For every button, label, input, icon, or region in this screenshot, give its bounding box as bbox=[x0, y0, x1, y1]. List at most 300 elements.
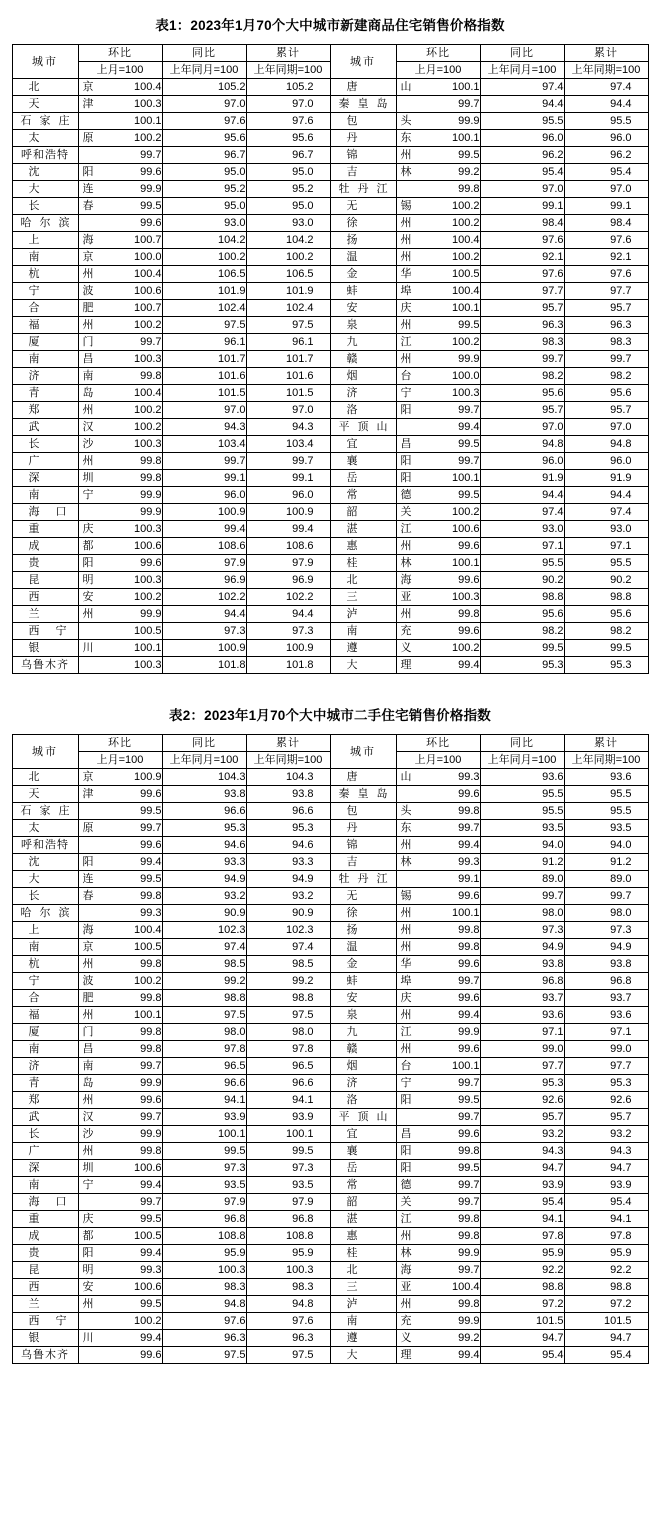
value-cell: 96.1 bbox=[246, 334, 330, 351]
value-cell: 99.9 bbox=[396, 113, 480, 130]
value-cell: 98.8 bbox=[480, 589, 564, 606]
value-cell: 98.0 bbox=[162, 1024, 246, 1041]
table-row bbox=[12, 266, 648, 283]
table-row bbox=[12, 113, 648, 130]
table-spacer bbox=[0, 680, 660, 690]
value-cell: 94.1 bbox=[480, 1211, 564, 1228]
value-cell: 100.2 bbox=[78, 419, 162, 436]
value-cell: 99.5 bbox=[396, 487, 480, 504]
value-cell: 100.4 bbox=[78, 266, 162, 283]
value-cell: 94.7 bbox=[480, 1330, 564, 1347]
value-cell: 96.3 bbox=[480, 317, 564, 334]
value-cell: 95.5 bbox=[564, 803, 648, 820]
city-name: 平顶山 bbox=[330, 419, 396, 436]
value-cell: 96.0 bbox=[564, 453, 648, 470]
city-name: 石家庄 bbox=[12, 803, 78, 820]
value-cell: 95.4 bbox=[564, 1194, 648, 1211]
city-name: 重 庆 bbox=[12, 521, 78, 538]
value-cell: 94.0 bbox=[564, 837, 648, 854]
value-cell: 100.5 bbox=[78, 1228, 162, 1245]
value-cell: 101.8 bbox=[162, 657, 246, 674]
value-cell: 97.4 bbox=[162, 939, 246, 956]
value-cell: 94.6 bbox=[162, 837, 246, 854]
value-cell: 100.2 bbox=[78, 402, 162, 419]
city-name: 秦皇岛 bbox=[330, 786, 396, 803]
value-cell: 100.1 bbox=[78, 113, 162, 130]
header-sub-3: 上年同期=100 bbox=[564, 62, 648, 79]
value-cell: 95.6 bbox=[162, 130, 246, 147]
value-cell: 97.3 bbox=[564, 922, 648, 939]
value-cell: 97.4 bbox=[480, 79, 564, 96]
value-cell: 100.4 bbox=[396, 232, 480, 249]
city-name: 大 连 bbox=[12, 871, 78, 888]
city-name: 长 沙 bbox=[12, 1126, 78, 1143]
value-cell: 96.6 bbox=[162, 803, 246, 820]
value-cell: 92.2 bbox=[480, 1262, 564, 1279]
value-cell: 99.6 bbox=[78, 215, 162, 232]
city-name: 韶 关 bbox=[330, 1194, 396, 1211]
value-cell: 99.5 bbox=[162, 1143, 246, 1160]
value-cell: 95.4 bbox=[480, 1194, 564, 1211]
city-name: 上 海 bbox=[12, 922, 78, 939]
value-cell: 95.7 bbox=[564, 402, 648, 419]
value-cell: 95.9 bbox=[564, 1245, 648, 1262]
city-name: 平顶山 bbox=[330, 1109, 396, 1126]
value-cell: 95.7 bbox=[564, 1109, 648, 1126]
table-row bbox=[12, 215, 648, 232]
value-cell: 100.3 bbox=[78, 96, 162, 113]
value-cell: 99.4 bbox=[396, 1007, 480, 1024]
value-cell: 100.1 bbox=[396, 470, 480, 487]
value-cell: 97.4 bbox=[246, 939, 330, 956]
header-sub-1: 上月=100 bbox=[396, 62, 480, 79]
value-cell: 100.1 bbox=[162, 1126, 246, 1143]
city-name: 沈 阳 bbox=[12, 164, 78, 181]
value-cell: 100.9 bbox=[162, 504, 246, 521]
value-cell: 99.7 bbox=[396, 402, 480, 419]
value-cell: 100.1 bbox=[246, 1126, 330, 1143]
city-name: 贵 阳 bbox=[12, 1245, 78, 1262]
value-cell: 100.2 bbox=[78, 317, 162, 334]
value-cell: 99.1 bbox=[396, 871, 480, 888]
value-cell: 93.3 bbox=[246, 854, 330, 871]
header-sub-2: 上年同月=100 bbox=[480, 752, 564, 769]
value-cell: 93.5 bbox=[480, 820, 564, 837]
value-cell: 99.9 bbox=[78, 504, 162, 521]
value-cell: 100.2 bbox=[396, 198, 480, 215]
city-name: 金 华 bbox=[330, 266, 396, 283]
value-cell: 99.9 bbox=[78, 181, 162, 198]
city-name: 石家庄 bbox=[12, 113, 78, 130]
value-cell: 99.5 bbox=[396, 147, 480, 164]
value-cell: 93.2 bbox=[480, 1126, 564, 1143]
value-cell: 100.3 bbox=[396, 589, 480, 606]
value-cell: 89.0 bbox=[564, 871, 648, 888]
value-cell: 93.9 bbox=[564, 1177, 648, 1194]
city-name: 泉 州 bbox=[330, 317, 396, 334]
table-row bbox=[12, 402, 648, 419]
city-name: 成 都 bbox=[12, 1228, 78, 1245]
value-cell: 95.0 bbox=[246, 164, 330, 181]
table-row bbox=[12, 1075, 648, 1092]
value-cell: 104.2 bbox=[246, 232, 330, 249]
value-cell: 95.4 bbox=[564, 1347, 648, 1364]
table-row bbox=[12, 453, 648, 470]
value-cell: 97.6 bbox=[246, 113, 330, 130]
value-cell: 101.9 bbox=[246, 283, 330, 300]
header-sub-3: 上年同期=100 bbox=[246, 752, 330, 769]
value-cell: 95.6 bbox=[564, 385, 648, 402]
table-row bbox=[12, 1160, 648, 1177]
value-cell: 97.6 bbox=[480, 232, 564, 249]
value-cell: 94.4 bbox=[564, 96, 648, 113]
value-cell: 98.0 bbox=[480, 905, 564, 922]
city-name: 北 海 bbox=[330, 572, 396, 589]
value-cell: 99.6 bbox=[396, 888, 480, 905]
value-cell: 99.9 bbox=[396, 1313, 480, 1330]
city-name: 杭 州 bbox=[12, 956, 78, 973]
value-cell: 96.0 bbox=[246, 487, 330, 504]
city-name: 无 锡 bbox=[330, 198, 396, 215]
value-cell: 95.3 bbox=[246, 820, 330, 837]
value-cell: 97.0 bbox=[246, 96, 330, 113]
value-cell: 99.8 bbox=[396, 1228, 480, 1245]
city-name: 武 汉 bbox=[12, 1109, 78, 1126]
city-name: 长 春 bbox=[12, 198, 78, 215]
value-cell: 99.7 bbox=[396, 1262, 480, 1279]
value-cell: 97.9 bbox=[162, 555, 246, 572]
city-name: 常 德 bbox=[330, 1177, 396, 1194]
value-cell: 99.5 bbox=[396, 1160, 480, 1177]
value-cell: 95.3 bbox=[564, 657, 648, 674]
table-row bbox=[12, 1228, 648, 1245]
value-cell: 95.5 bbox=[564, 786, 648, 803]
value-cell: 99.3 bbox=[78, 905, 162, 922]
table-row bbox=[12, 657, 648, 674]
table-row bbox=[12, 589, 648, 606]
value-cell: 99.5 bbox=[396, 1092, 480, 1109]
header-group-2: 同比 bbox=[162, 735, 246, 752]
value-cell: 93.5 bbox=[564, 820, 648, 837]
header-city: 城市 bbox=[330, 735, 396, 769]
value-cell: 93.8 bbox=[564, 956, 648, 973]
value-cell: 90.9 bbox=[162, 905, 246, 922]
header-city: 城市 bbox=[12, 735, 78, 769]
table-row bbox=[12, 854, 648, 871]
value-cell: 92.1 bbox=[480, 249, 564, 266]
value-cell: 98.4 bbox=[480, 215, 564, 232]
value-cell: 99.1 bbox=[246, 470, 330, 487]
table-row bbox=[12, 1330, 648, 1347]
value-cell: 99.8 bbox=[396, 922, 480, 939]
table-row bbox=[12, 147, 648, 164]
value-cell: 100.9 bbox=[162, 640, 246, 657]
value-cell: 93.2 bbox=[162, 888, 246, 905]
value-cell: 99.5 bbox=[480, 640, 564, 657]
value-cell: 98.2 bbox=[564, 623, 648, 640]
city-name: 银 川 bbox=[12, 640, 78, 657]
value-cell: 97.0 bbox=[480, 419, 564, 436]
table-row bbox=[12, 232, 648, 249]
value-cell: 100.6 bbox=[78, 1160, 162, 1177]
city-name: 南 充 bbox=[330, 1313, 396, 1330]
city-name: 常 德 bbox=[330, 487, 396, 504]
value-cell: 100.3 bbox=[162, 1262, 246, 1279]
table-row bbox=[12, 368, 648, 385]
value-cell: 100.1 bbox=[396, 300, 480, 317]
value-cell: 100.2 bbox=[162, 249, 246, 266]
value-cell: 97.7 bbox=[480, 283, 564, 300]
city-name: 安 庆 bbox=[330, 300, 396, 317]
value-cell: 100.4 bbox=[78, 79, 162, 96]
table-row bbox=[12, 1058, 648, 1075]
table-row bbox=[12, 1347, 648, 1364]
table-row bbox=[12, 504, 648, 521]
value-cell: 100.2 bbox=[78, 973, 162, 990]
value-cell: 99.6 bbox=[78, 1092, 162, 1109]
value-cell: 97.8 bbox=[162, 1041, 246, 1058]
city-name: 南 宁 bbox=[12, 1177, 78, 1194]
value-cell: 94.7 bbox=[480, 1160, 564, 1177]
value-cell: 99.3 bbox=[396, 854, 480, 871]
value-cell: 97.0 bbox=[246, 402, 330, 419]
value-cell: 99.8 bbox=[396, 1211, 480, 1228]
value-cell: 100.2 bbox=[78, 1313, 162, 1330]
value-cell: 98.8 bbox=[564, 1279, 648, 1296]
value-cell: 94.7 bbox=[564, 1330, 648, 1347]
value-cell: 93.9 bbox=[480, 1177, 564, 1194]
header-sub-2: 上年同月=100 bbox=[162, 62, 246, 79]
value-cell: 100.1 bbox=[78, 640, 162, 657]
city-name: 乌鲁木齐 bbox=[12, 1347, 78, 1364]
city-name: 北 海 bbox=[330, 1262, 396, 1279]
value-cell: 93.6 bbox=[564, 769, 648, 786]
city-name: 三 亚 bbox=[330, 589, 396, 606]
city-name: 泸 州 bbox=[330, 606, 396, 623]
city-name: 赣 州 bbox=[330, 1041, 396, 1058]
table-row bbox=[12, 606, 648, 623]
value-cell: 100.1 bbox=[78, 1007, 162, 1024]
city-name: 牡丹江 bbox=[330, 181, 396, 198]
value-cell: 100.2 bbox=[396, 215, 480, 232]
city-name: 海口 bbox=[12, 1194, 78, 1211]
value-cell: 94.4 bbox=[246, 606, 330, 623]
city-name: 福 州 bbox=[12, 317, 78, 334]
value-cell: 99.8 bbox=[78, 990, 162, 1007]
city-name: 长 春 bbox=[12, 888, 78, 905]
value-cell: 99.7 bbox=[78, 1058, 162, 1075]
value-cell: 99.8 bbox=[78, 1024, 162, 1041]
value-cell: 100.3 bbox=[78, 572, 162, 589]
value-cell: 99.4 bbox=[78, 854, 162, 871]
table-row bbox=[12, 555, 648, 572]
header-group-2: 同比 bbox=[162, 45, 246, 62]
value-cell: 95.4 bbox=[480, 1347, 564, 1364]
value-cell: 99.4 bbox=[396, 837, 480, 854]
city-name: 青 岛 bbox=[12, 1075, 78, 1092]
value-cell: 95.6 bbox=[564, 606, 648, 623]
value-cell: 94.4 bbox=[480, 487, 564, 504]
table-row bbox=[12, 79, 648, 96]
value-cell: 97.3 bbox=[246, 1160, 330, 1177]
table-row bbox=[12, 521, 648, 538]
city-name: 湛 江 bbox=[330, 1211, 396, 1228]
table-row bbox=[12, 905, 648, 922]
value-cell: 99.5 bbox=[396, 317, 480, 334]
city-name: 宜 昌 bbox=[330, 1126, 396, 1143]
value-cell: 95.0 bbox=[246, 198, 330, 215]
value-cell: 99.2 bbox=[396, 164, 480, 181]
value-cell: 98.8 bbox=[162, 990, 246, 1007]
value-cell: 99.4 bbox=[396, 1347, 480, 1364]
value-cell: 98.4 bbox=[564, 215, 648, 232]
value-cell: 96.0 bbox=[162, 487, 246, 504]
value-cell: 98.3 bbox=[564, 334, 648, 351]
value-cell: 99.6 bbox=[78, 1347, 162, 1364]
value-cell: 93.9 bbox=[246, 1109, 330, 1126]
value-cell: 99.7 bbox=[480, 351, 564, 368]
city-name: 西 安 bbox=[12, 589, 78, 606]
value-cell: 99.6 bbox=[396, 990, 480, 1007]
value-cell: 98.8 bbox=[564, 589, 648, 606]
value-cell: 95.3 bbox=[480, 1075, 564, 1092]
value-cell: 99.9 bbox=[78, 487, 162, 504]
city-name: 锦 州 bbox=[330, 147, 396, 164]
value-cell: 100.2 bbox=[396, 504, 480, 521]
value-cell: 100.2 bbox=[396, 249, 480, 266]
value-cell: 103.4 bbox=[162, 436, 246, 453]
value-cell: 100.1 bbox=[396, 79, 480, 96]
value-cell: 99.7 bbox=[78, 334, 162, 351]
value-cell: 96.5 bbox=[246, 1058, 330, 1075]
city-name: 合 肥 bbox=[12, 300, 78, 317]
value-cell: 97.6 bbox=[246, 1313, 330, 1330]
value-cell: 94.1 bbox=[162, 1092, 246, 1109]
value-cell: 98.2 bbox=[480, 623, 564, 640]
city-name: 西宁 bbox=[12, 623, 78, 640]
value-cell: 99.7 bbox=[78, 820, 162, 837]
value-cell: 96.7 bbox=[162, 147, 246, 164]
value-cell: 92.2 bbox=[564, 1262, 648, 1279]
value-cell: 97.7 bbox=[564, 1058, 648, 1075]
value-cell: 93.8 bbox=[162, 786, 246, 803]
value-cell: 94.7 bbox=[564, 1160, 648, 1177]
value-cell: 91.2 bbox=[480, 854, 564, 871]
table-row bbox=[12, 1313, 648, 1330]
value-cell: 95.0 bbox=[162, 198, 246, 215]
value-cell: 99.5 bbox=[78, 1211, 162, 1228]
value-cell: 99.7 bbox=[564, 351, 648, 368]
value-cell: 94.9 bbox=[162, 871, 246, 888]
table-title: 表1：2023年1月70个大中城市新建商品住宅销售价格指数 bbox=[155, 18, 505, 33]
city-name: 蚌 埠 bbox=[330, 973, 396, 990]
city-name: 南 昌 bbox=[12, 351, 78, 368]
value-cell: 100.1 bbox=[396, 130, 480, 147]
city-name: 遵 义 bbox=[330, 640, 396, 657]
city-name: 牡丹江 bbox=[330, 871, 396, 888]
city-name: 温 州 bbox=[330, 939, 396, 956]
header-group-3: 累计 bbox=[246, 45, 330, 62]
value-cell: 96.0 bbox=[564, 130, 648, 147]
value-cell: 100.0 bbox=[396, 368, 480, 385]
value-cell: 104.3 bbox=[162, 769, 246, 786]
city-name: 湛 江 bbox=[330, 521, 396, 538]
table-row bbox=[12, 1245, 648, 1262]
value-cell: 96.3 bbox=[162, 1330, 246, 1347]
city-name: 徐 州 bbox=[330, 905, 396, 922]
value-cell: 99.9 bbox=[78, 1126, 162, 1143]
city-name: 安 庆 bbox=[330, 990, 396, 1007]
value-cell: 100.3 bbox=[396, 385, 480, 402]
city-name: 泉 州 bbox=[330, 1007, 396, 1024]
table-row bbox=[12, 164, 648, 181]
value-cell: 95.9 bbox=[480, 1245, 564, 1262]
header-sub-1: 上月=100 bbox=[78, 62, 162, 79]
value-cell: 99.2 bbox=[162, 973, 246, 990]
city-name: 沈 阳 bbox=[12, 854, 78, 871]
value-cell: 101.9 bbox=[162, 283, 246, 300]
value-cell: 97.5 bbox=[162, 317, 246, 334]
header-sub-3: 上年同期=100 bbox=[246, 62, 330, 79]
city-name: 郑 州 bbox=[12, 1092, 78, 1109]
table-row bbox=[12, 1177, 648, 1194]
value-cell: 99.4 bbox=[78, 1245, 162, 1262]
value-cell: 93.7 bbox=[564, 990, 648, 1007]
table-row bbox=[12, 283, 648, 300]
value-cell: 99.8 bbox=[396, 939, 480, 956]
city-name: 烟 台 bbox=[330, 368, 396, 385]
city-name: 锦 州 bbox=[330, 837, 396, 854]
value-cell: 100.1 bbox=[396, 555, 480, 572]
table-row bbox=[12, 96, 648, 113]
header-sub-3: 上年同期=100 bbox=[564, 752, 648, 769]
value-cell: 99.6 bbox=[396, 786, 480, 803]
value-cell: 96.8 bbox=[162, 1211, 246, 1228]
city-name: 扬 州 bbox=[330, 232, 396, 249]
value-cell: 108.8 bbox=[246, 1228, 330, 1245]
city-name: 南 京 bbox=[12, 939, 78, 956]
value-cell: 95.9 bbox=[162, 1245, 246, 1262]
value-cell: 93.9 bbox=[162, 1109, 246, 1126]
value-cell: 98.2 bbox=[564, 368, 648, 385]
value-cell: 99.8 bbox=[78, 888, 162, 905]
value-cell: 100.3 bbox=[78, 436, 162, 453]
value-cell: 98.3 bbox=[162, 1279, 246, 1296]
value-cell: 99.5 bbox=[78, 1296, 162, 1313]
city-name: 扬 州 bbox=[330, 922, 396, 939]
table-row bbox=[12, 623, 648, 640]
value-cell: 99.9 bbox=[396, 351, 480, 368]
value-cell: 99.8 bbox=[396, 803, 480, 820]
table-row bbox=[12, 249, 648, 266]
city-name: 哈尔滨 bbox=[12, 215, 78, 232]
table-row bbox=[12, 130, 648, 147]
value-cell: 99.5 bbox=[396, 436, 480, 453]
value-cell: 99.8 bbox=[78, 956, 162, 973]
city-name: 桂 林 bbox=[330, 555, 396, 572]
value-cell: 99.6 bbox=[396, 538, 480, 555]
city-name: 襄 阳 bbox=[330, 1143, 396, 1160]
value-cell: 105.2 bbox=[162, 79, 246, 96]
value-cell: 97.3 bbox=[162, 1160, 246, 1177]
value-cell: 99.0 bbox=[564, 1041, 648, 1058]
value-cell: 89.0 bbox=[480, 871, 564, 888]
value-cell: 99.9 bbox=[396, 1024, 480, 1041]
table-row bbox=[12, 973, 648, 990]
value-cell: 97.5 bbox=[246, 1007, 330, 1024]
value-cell: 102.4 bbox=[162, 300, 246, 317]
city-name: 海口 bbox=[12, 504, 78, 521]
